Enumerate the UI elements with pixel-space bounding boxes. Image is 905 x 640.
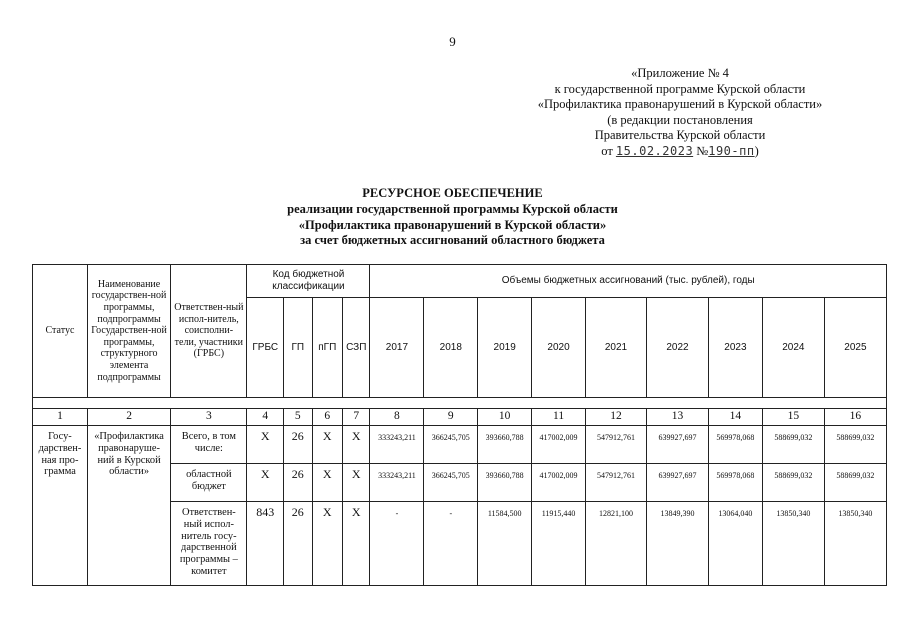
value-cell: 588699,032 (762, 426, 824, 464)
value-cell: 13064,040 (708, 502, 762, 586)
column-number: 12 (585, 409, 646, 426)
column-number: 15 (762, 409, 824, 426)
column-number: 10 (478, 409, 532, 426)
date-suffix: ) (754, 143, 759, 158)
header-year: 2021 (585, 298, 646, 398)
handwritten-number: 190-пп (708, 143, 755, 158)
value-cell: - (370, 502, 424, 586)
header-year: 2025 (824, 298, 886, 398)
header-responsible: Ответствен-ный испол-нитель, соисполни-тели, участники (ГРБС) (171, 265, 247, 398)
code-szp-cell: Х (343, 464, 370, 502)
heading-line-4: за счет бюджетных ассигнований областного бюджета (300, 233, 605, 248)
column-number: 3 (171, 409, 247, 426)
value-cell: 366245,705 (424, 426, 478, 464)
value-cell: 547912,761 (585, 464, 646, 502)
appendix-line-4: (в редакции постановления (607, 112, 753, 127)
code-pgp-cell: Х (312, 426, 342, 464)
column-number: 1 (33, 409, 88, 426)
responsible-cell: Ответствен-ный испол-нитель госу-дарственной программы – комитет (171, 502, 247, 586)
header-year: 2023 (708, 298, 762, 398)
value-cell: 333243,211 (370, 426, 424, 464)
appendix-date-line (530, 144, 830, 160)
value-cell: 639927,697 (646, 426, 708, 464)
code-gp-cell: 26 (284, 502, 312, 586)
value-cell: 13850,340 (824, 502, 886, 586)
code-szp-cell: Х (343, 426, 370, 464)
header-year: 2020 (532, 298, 586, 398)
code-pgp-cell: Х (312, 502, 342, 586)
value-cell: 569978,068 (708, 464, 762, 502)
value-cell: 13849,390 (646, 502, 708, 586)
column-number: 13 (646, 409, 708, 426)
responsible-cell: Всего, в том числе: (171, 426, 247, 464)
code-grbs-cell: Х (247, 464, 284, 502)
value-cell: 588699,032 (762, 464, 824, 502)
code-grbs-cell: Х (247, 426, 284, 464)
header-code-grbs: ГРБС (247, 298, 284, 398)
column-number: 5 (284, 409, 312, 426)
program-name-cell: «Профилактика правонаруше-ний в Курской области» (87, 426, 170, 586)
value-cell: 588699,032 (824, 464, 886, 502)
value-cell: 12821,100 (585, 502, 646, 586)
handwritten-date: 15.02.2023 (615, 143, 694, 158)
column-number: 7 (343, 409, 370, 426)
header-year: 2024 (762, 298, 824, 398)
header-name: Наименование государствен-ной программы, подпрограммы Государствен-ной программы, структурного элемента подпрограммы (87, 265, 170, 398)
header-row-1 (33, 265, 887, 298)
document-heading (0, 186, 905, 249)
header-code-pgp: пГП (312, 298, 342, 398)
value-cell: 333243,211 (370, 464, 424, 502)
column-number-row (33, 409, 887, 426)
heading-line-1: РЕСУРСНОЕ ОБЕСПЕЧЕНИЕ (362, 186, 543, 200)
value-cell: 417002,009 (532, 426, 586, 464)
header-spacer (33, 398, 887, 409)
value-cell: 569978,068 (708, 426, 762, 464)
header-budget-code: Код бюджетной классификации (247, 265, 370, 298)
header-status: Статус (33, 265, 88, 398)
value-cell: 13850,340 (762, 502, 824, 586)
column-number: 16 (824, 409, 886, 426)
date-prefix: от (601, 143, 613, 158)
value-cell: 417002,009 (532, 464, 586, 502)
value-cell: 588699,032 (824, 426, 886, 464)
code-pgp-cell: Х (312, 464, 342, 502)
page-number: 9 (449, 34, 456, 49)
appendix-line-5: Правительства Курской области (594, 128, 766, 143)
appendix-block (530, 66, 830, 160)
code-gp-cell: 26 (284, 464, 312, 502)
heading-line-3: «Профилактика правонарушений в Курской области» (298, 217, 607, 232)
column-number: 2 (87, 409, 170, 426)
header-year: 2018 (424, 298, 478, 398)
responsible-cell: областной бюджет (171, 464, 247, 502)
value-cell: 639927,697 (646, 464, 708, 502)
appendix-line-3: «Профилактика правонарушений в Курской области» (537, 97, 823, 112)
value-cell: 547912,761 (585, 426, 646, 464)
header-year: 2017 (370, 298, 424, 398)
code-grbs-cell: 843 (247, 502, 284, 586)
value-cell: 11584,500 (478, 502, 532, 586)
column-number: 8 (370, 409, 424, 426)
header-year: 2022 (646, 298, 708, 398)
column-number: 6 (312, 409, 342, 426)
column-number: 11 (532, 409, 586, 426)
value-cell: 366245,705 (424, 464, 478, 502)
number-prefix: № (696, 143, 709, 158)
value-cell: 393660,788 (478, 464, 532, 502)
value-cell: - (424, 502, 478, 586)
code-gp-cell: 26 (284, 426, 312, 464)
header-code-szp: СЗП (343, 298, 370, 398)
table-row (33, 426, 887, 464)
appendix-line-2: к государственной программе Курской области (554, 81, 806, 96)
header-code-gp: ГП (284, 298, 312, 398)
column-number: 4 (247, 409, 284, 426)
value-cell: 11915,440 (532, 502, 586, 586)
column-number: 9 (424, 409, 478, 426)
header-volumes: Объемы бюджетных ассигнований (тыс. рублей), годы (370, 265, 887, 298)
status-cell: Госу-дарствен-ная про-грамма (33, 426, 88, 586)
code-szp-cell: Х (343, 502, 370, 586)
heading-line-2: реализации государственной программы Курской области (287, 201, 618, 216)
header-year: 2019 (478, 298, 532, 398)
column-number: 14 (708, 409, 762, 426)
resource-table (32, 264, 887, 586)
value-cell: 393660,788 (478, 426, 532, 464)
appendix-line-1: «Приложение № 4 (631, 66, 729, 80)
